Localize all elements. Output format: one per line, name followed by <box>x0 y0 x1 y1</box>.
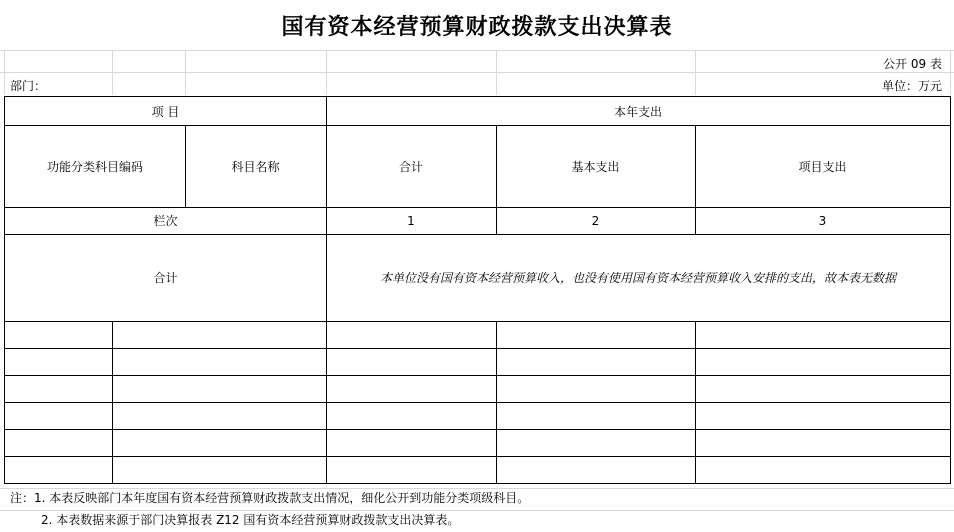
header-current-year-expense: 本年支出 <box>326 96 951 126</box>
table-cell <box>326 456 497 484</box>
header-subject-name: 科目名称 <box>185 125 327 208</box>
table-cell <box>112 321 327 349</box>
column-number-2: 2 <box>496 207 696 235</box>
form-number: 公开 09 表 <box>883 57 942 71</box>
table-cell <box>496 402 696 430</box>
table-cell <box>4 375 113 403</box>
total-row-label: 合计 <box>4 234 327 322</box>
header-basic-expense: 基本支出 <box>496 125 696 208</box>
column-number-3: 3 <box>695 207 951 235</box>
gridline <box>185 50 186 95</box>
gridline <box>0 72 954 73</box>
table-cell <box>326 429 497 457</box>
table-cell <box>496 321 696 349</box>
gridline <box>950 50 951 95</box>
gridline <box>112 50 113 95</box>
table-title: 国有资本经营预算财政拨款支出决算表 <box>281 14 673 40</box>
table-cell <box>695 321 951 349</box>
table-cell <box>695 456 951 484</box>
gridline <box>4 50 5 95</box>
table-cell <box>695 429 951 457</box>
gridline <box>326 50 327 95</box>
department-label: 部门： <box>10 79 47 93</box>
table-cell <box>496 375 696 403</box>
table-cell <box>112 402 327 430</box>
gridline <box>0 50 954 51</box>
table-cell <box>326 348 497 376</box>
table-cell <box>695 402 951 430</box>
table-cell <box>112 348 327 376</box>
table-cell <box>326 402 497 430</box>
table-cell <box>326 375 497 403</box>
unit-label: 单位：万元 <box>881 79 942 93</box>
table-cell <box>695 348 951 376</box>
table-cell <box>496 429 696 457</box>
column-number-1: 1 <box>326 207 497 235</box>
table-cell <box>4 321 113 349</box>
table-cell <box>112 456 327 484</box>
footnote-1: 注：1. 本表反映部门本年度国有资本经营预算财政拨款支出情况，细化公开到功能分类项级科目。 <box>10 491 530 505</box>
header-total: 合计 <box>326 125 497 208</box>
no-data-note-text: 本单位没有国有资本经营预算收入，也没有使用国有资本经营预算收入安排的支出，故本表无数据 <box>379 270 896 285</box>
no-data-note <box>326 234 951 322</box>
footnote-2: 2. 本表数据来源于部门决算报表 Z12 国有资本经营预算财政拨款支出决算表。 <box>41 513 460 527</box>
table-cell <box>4 429 113 457</box>
table-cell <box>112 375 327 403</box>
table-cell <box>695 375 951 403</box>
header-function-code: 功能分类科目编码 <box>4 125 186 208</box>
row-number-label: 栏次 <box>4 207 327 235</box>
table-cell <box>112 429 327 457</box>
gridline <box>496 50 497 95</box>
table-cell <box>4 402 113 430</box>
table-cell <box>4 348 113 376</box>
table-cell <box>496 348 696 376</box>
header-project-expense: 项目支出 <box>695 125 951 208</box>
table-cell <box>4 456 113 484</box>
gridline <box>695 50 696 95</box>
table-cell <box>496 456 696 484</box>
header-item-group: 项 目 <box>4 96 327 126</box>
table-cell <box>326 321 497 349</box>
